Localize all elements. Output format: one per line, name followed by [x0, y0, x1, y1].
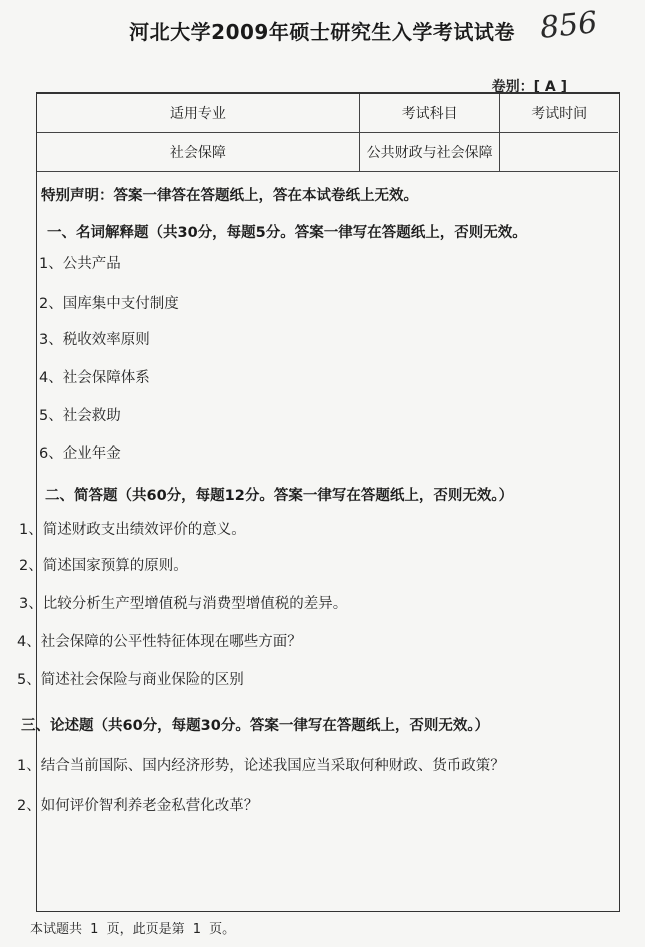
question-item: 2、简述国家预算的原则。	[19, 558, 188, 574]
question-item: 2、国库集中支付制度	[39, 296, 179, 312]
question-item: 4、社会保障体系	[39, 370, 150, 386]
question-item: 2、如何评价智利养老金私营化改革？	[17, 798, 259, 814]
handwritten-paper-number: 856	[538, 5, 599, 46]
subject-label-cell: 考试科目	[359, 94, 500, 133]
question-item: 1、简述财政支出绩效评价的意义。	[19, 522, 246, 538]
time-value-cell	[500, 133, 618, 172]
time-label-cell: 考试时间	[500, 94, 618, 133]
page-title: 河北大学2009年硕士研究生入学考试试卷	[129, 20, 515, 44]
question-item: 3、比较分析生产型增值税与消费型增值税的差异。	[19, 596, 348, 612]
footer-total-pages: 1	[90, 922, 99, 937]
paper-type-label: 卷别：[ A ]	[491, 79, 567, 95]
table-row	[37, 133, 618, 172]
exam-info-table	[37, 94, 618, 172]
question-item: 5、社会救助	[39, 408, 121, 424]
exam-frame	[17, 92, 620, 912]
question-item: 1、结合当前国际、国内经济形势，论述我国应当采取何种财政、货币政策？	[17, 758, 505, 774]
question-item: 6、企业年金	[39, 446, 121, 462]
question-item: 1、公共产品	[39, 256, 121, 272]
subject-value-cell: 公共财政与社会保障	[359, 133, 500, 172]
question-item: 4、社会保障的公平性特征体现在哪些方面？	[17, 634, 302, 650]
table-row	[37, 94, 618, 133]
major-value-cell: 社会保障	[37, 133, 359, 172]
question-item: 5、简述社会保险与商业保险的区别	[17, 672, 244, 688]
footer-suffix: 页。	[209, 922, 236, 937]
footer-current-prefix: 页，此页是第	[106, 922, 185, 937]
major-label-cell: 适用专业	[37, 94, 359, 133]
footer-total-prefix: 本试题共	[30, 922, 83, 937]
page-footer	[30, 918, 239, 937]
footer-current-page: 1	[192, 922, 202, 937]
special-notice: 特别声明：答案一律答在答题纸上，答在本试卷纸上无效。	[41, 188, 418, 204]
question-item: 3、税收效率原则	[39, 332, 150, 348]
section-title-essay: 三、论述题（共60分，每题30分。答案一律写在答题纸上，否则无效。）	[21, 718, 490, 734]
section-title-short-answer: 二、简答题（共60分，每题12分。答案一律写在答题纸上，否则无效。）	[45, 488, 514, 504]
section-title-terms: 一、名词解释题（共30分，每题5分。答案一律写在答题纸上，否则无效。	[47, 225, 527, 241]
